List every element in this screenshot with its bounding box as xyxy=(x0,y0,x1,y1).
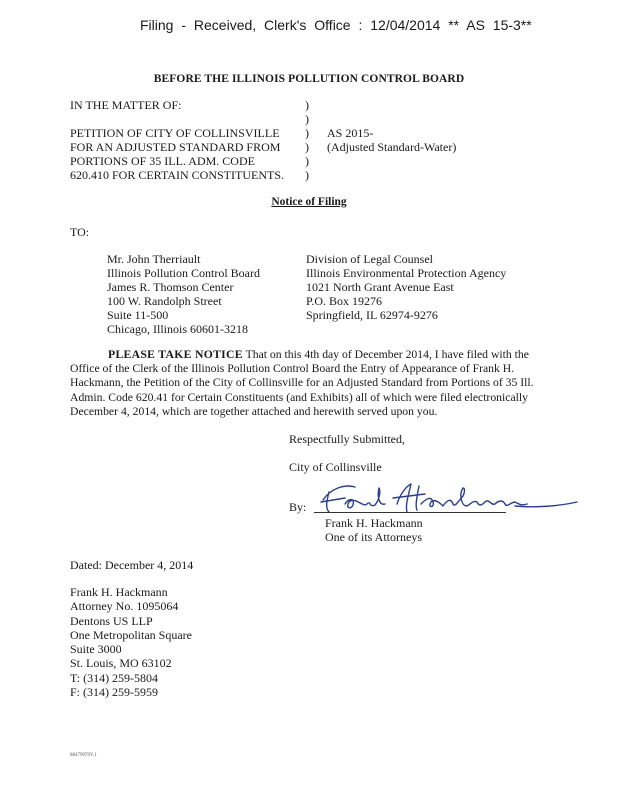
caption-line: IN THE MATTER OF: xyxy=(70,98,182,112)
address-line: P.O. Box 19276 xyxy=(306,294,383,308)
caption-line: 620.410 FOR CERTAIN CONSTITUENTS. xyxy=(70,168,284,182)
address-line: Springfield, IL 62974-9276 xyxy=(306,308,438,322)
paren: ) xyxy=(305,168,309,182)
document-id: 88479979V.1 xyxy=(70,753,97,758)
notice-lead: PLEASE TAKE NOTICE xyxy=(108,348,243,361)
contact-line: T: (314) 259-5804 xyxy=(70,670,159,685)
caption-line: PETITION OF CITY OF COLLINSVILLE xyxy=(70,126,280,140)
contact-line: St. Louis, MO 63102 xyxy=(70,656,172,671)
caption-parens xyxy=(305,98,309,182)
contact-line: Attorney No. 1095064 xyxy=(70,599,179,614)
signature-line xyxy=(314,512,506,513)
case-number: AS 2015- xyxy=(327,126,374,140)
address-line: Illinois Pollution Control Board xyxy=(107,266,261,280)
contact-line: Frank H. Hackmann xyxy=(70,585,168,599)
notice-body xyxy=(70,348,550,419)
caption-line: PORTIONS OF 35 ILL. ADM. CODE xyxy=(70,154,255,168)
address-line: Suite 11-500 xyxy=(107,308,169,322)
address-line: James R. Thomson Center xyxy=(107,280,234,294)
caption-line: FOR AN ADJUSTED STANDARD FROM xyxy=(70,140,281,154)
recipient-address-1 xyxy=(107,252,260,336)
caption-left xyxy=(70,98,284,182)
recipient-address-2 xyxy=(306,252,506,322)
address-line: Chicago, Illinois 60601-3218 xyxy=(107,322,248,336)
address-line: 100 W. Randolph Street xyxy=(107,294,222,308)
attorney-role: One of its Attorneys xyxy=(325,530,422,544)
contact-block xyxy=(70,585,192,699)
by-label: By: xyxy=(289,500,307,514)
contact-line: Suite 3000 xyxy=(70,642,122,657)
notice-title: Notice of Filing xyxy=(271,196,347,208)
paren: ) xyxy=(305,98,309,112)
case-type: (Adjusted Standard-Water) xyxy=(327,140,457,154)
attorney-name: Frank H. Hackmann xyxy=(325,516,423,530)
paren: ) xyxy=(305,140,309,154)
to-label: TO: xyxy=(70,225,90,239)
contact-line: One Metropolitan Square xyxy=(70,627,192,642)
address-line: Division of Legal Counsel xyxy=(306,252,433,266)
address-line: 1021 North Grant Avenue East xyxy=(306,280,454,294)
filing-stamp: Filing - Received, Clerk's Office : 12/04/2014 ** AS 15-3** xyxy=(140,17,532,33)
dated-line: Dated: December 4, 2014 xyxy=(70,558,194,572)
address-line: Mr. John Therriault xyxy=(107,252,201,266)
contact-line: Dentons US LLP xyxy=(70,613,153,628)
respectfully-submitted: Respectfully Submitted, xyxy=(289,432,405,446)
paren: ) xyxy=(305,154,309,168)
address-line: Illinois Environmental Protection Agency xyxy=(306,266,507,280)
caption-right xyxy=(327,126,456,154)
paren: ) xyxy=(305,112,309,126)
notice-text: That on this 4th day of December 2014, I have filed with the Office of the Clerk of the Illinois Pollution Control Board the Entry of Appearance of Frank H. Hackmann, the Petition of the City of Collinsville for an Adjusted Standard from Portions of 35 Ill. Admin. Code 620.41 for Certain Constituents (and Exhibits) all of which were filed electronically December 4, 2014, which are together attached and herewith served upon you. xyxy=(70,348,534,418)
client-name: City of Collinsville xyxy=(289,460,382,474)
attorney-block xyxy=(325,516,423,544)
court-heading: BEFORE THE ILLINOIS POLLUTION CONTROL BOARD xyxy=(153,73,465,85)
contact-line: F: (314) 259-5959 xyxy=(70,685,158,700)
paren: ) xyxy=(305,126,309,140)
caption-line xyxy=(70,112,284,126)
